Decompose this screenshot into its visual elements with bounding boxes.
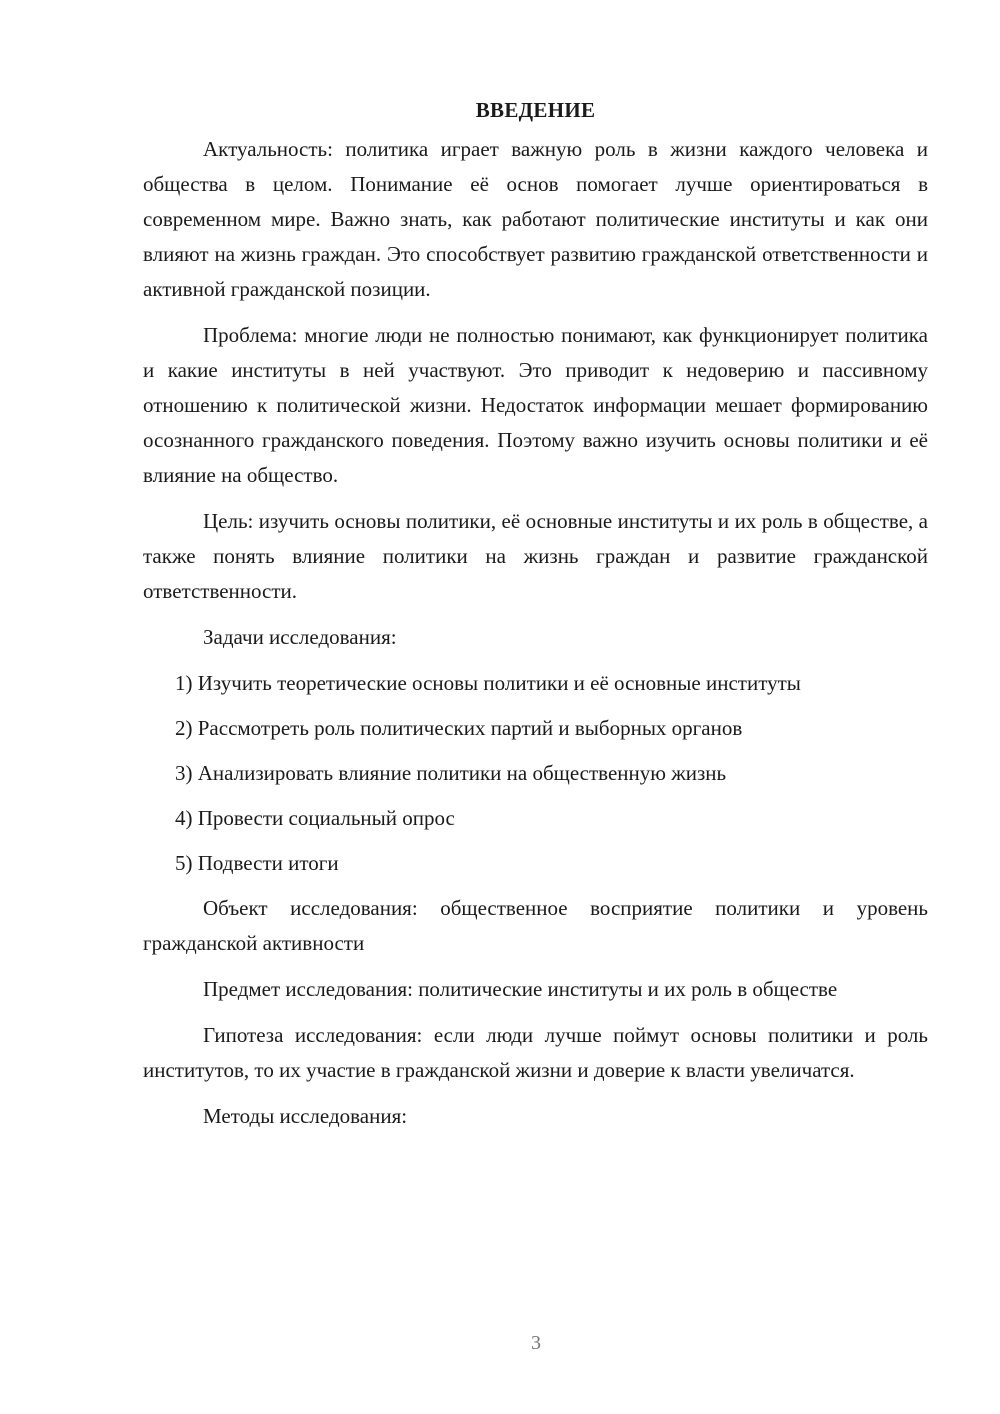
paragraph-object: Объект исследования: общественное восприятие политики и уровень гражданской активности	[143, 896, 928, 955]
tasks-heading: Задачи исследования:	[203, 625, 397, 649]
document-page	[143, 92, 928, 1145]
task-item-3: 3) Анализировать влияние политики на общественную жизнь	[175, 761, 727, 785]
task-item-4: 4) Провести социальный опрос	[175, 806, 455, 830]
section-title: ВВЕДЕНИЕ	[475, 98, 596, 122]
task-item-5: 5) Подвести итоги	[175, 851, 339, 875]
paragraph-subject: Предмет исследования: политические институты и их роль в обществе	[203, 977, 838, 1001]
methods-heading: Методы исследования:	[203, 1104, 408, 1128]
paragraph-hypothesis: Гипотеза исследования: если люди лучше поймут основы политики и роль институтов, то их участие в гражданской жизни и доверие к власти увеличатся.	[143, 1023, 928, 1082]
paragraph-relevance: Актуальность: политика играет важную роль в жизни каждого человека и общества в целом. Понимание её основ помогает лучше ориентироваться в современном мире. Важно знать, как работают политические институты и как они влияют на жизнь граждан. Это способствует развитию гражданской ответственности и активной гражданской позиции.	[143, 137, 928, 301]
page-number: 3	[531, 1332, 541, 1354]
paragraph-problem: Проблема: многие люди не полностью понимают, как функционирует политика и какие институты в ней участвуют. Это приводит к недоверию и пассивному отношению к политической жизни. Недостаток информации мешает формированию осознанного гражданского поведения. Поэтому важно изучить основы политики и её влияние на общество.	[143, 323, 928, 487]
paragraph-goal: Цель: изучить основы политики, её основные институты и их роль в обществе, а также понять влияние политики на жизнь граждан и развитие гражданской ответственности.	[143, 509, 928, 603]
task-item-2: 2) Рассмотреть роль политических партий и выборных органов	[175, 716, 743, 740]
task-item-1: 1) Изучить теоретические основы политики и её основные институты	[175, 671, 801, 695]
